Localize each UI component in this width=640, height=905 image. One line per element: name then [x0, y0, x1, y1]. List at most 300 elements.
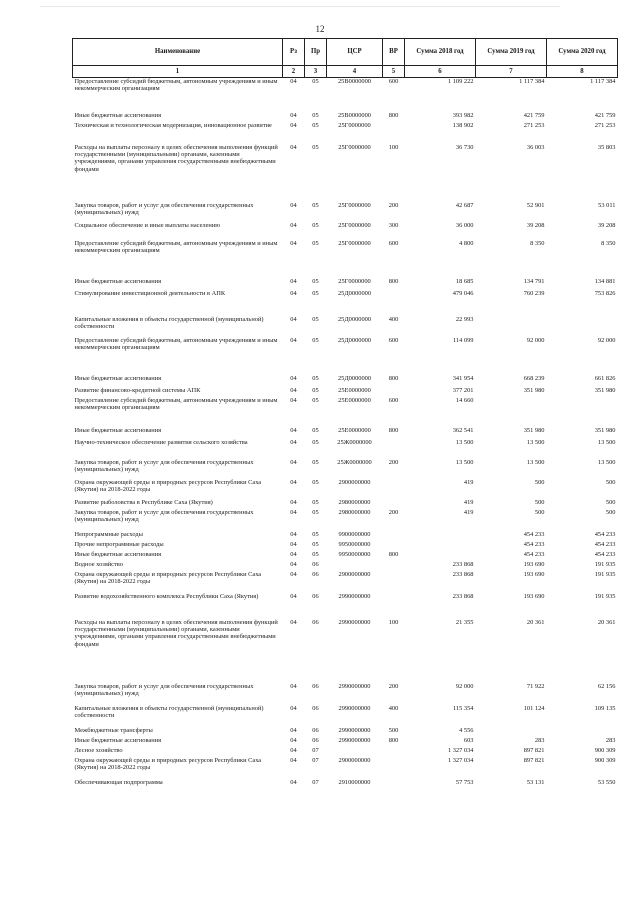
row-sum-2018-cell	[405, 541, 476, 551]
row-name-cell: Социальное обеспечение и иные выплаты населению	[74, 221, 221, 229]
row-rz-cell: 04	[290, 121, 297, 129]
row-sum-2020-cell: 500	[605, 498, 616, 506]
row-name-cell: Развитие водохозяйственного комплекса Республики Саха (Якутия)	[74, 592, 259, 600]
row-sum-2018-cell: 233 868	[452, 592, 474, 600]
row-rz-cell: 04	[290, 111, 297, 119]
row-sum-2018-cell: 419	[463, 478, 474, 486]
row-sum-2019-cell: 500	[534, 478, 545, 486]
row-rz-cell: 04	[290, 592, 297, 600]
table-row	[73, 593, 618, 619]
row-csr-cell: 2990000000	[338, 736, 371, 744]
row-sum-2019-cell: 271 253	[523, 121, 545, 129]
header-sum-2018: Сумма 2018 год	[405, 39, 476, 66]
row-sum-2019-cell: 52 901	[526, 201, 545, 209]
row-vr-cell	[383, 561, 405, 571]
row-pr-cell: 06	[312, 570, 319, 578]
row-name-cell: Иные бюджетные ассигнования	[74, 426, 162, 434]
row-sum-2018-cell: 377 201	[452, 386, 474, 394]
row-pr-cell: 05	[312, 438, 319, 446]
row-vr-cell	[383, 541, 405, 551]
row-sum-2018-cell	[405, 531, 476, 541]
row-pr-cell: 05	[312, 550, 319, 558]
row-sum-2020-cell: 92 000	[597, 336, 616, 344]
row-pr-cell: 07	[312, 778, 319, 786]
row-sum-2019-cell: 53 131	[526, 778, 545, 786]
row-sum-2018-cell: 233 868	[452, 570, 474, 578]
row-sum-2018-cell: 1 327 034	[447, 756, 474, 764]
row-rz-cell: 04	[290, 560, 297, 568]
row-pr-cell: 05	[312, 508, 319, 516]
row-sum-2019-cell: 500	[534, 508, 545, 516]
row-vr-cell	[383, 747, 405, 757]
row-vr-cell: 200	[388, 508, 399, 516]
row-sum-2020-cell: 351 980	[594, 386, 616, 394]
row-sum-2020-cell: 454 233	[594, 550, 616, 558]
row-vr-cell	[383, 593, 405, 619]
row-name-cell: Иные бюджетные ассигнования	[74, 550, 162, 558]
row-sum-2018-cell: 13 500	[455, 458, 474, 466]
row-pr-cell: 06	[312, 560, 319, 568]
row-sum-2020-cell: 20 361	[597, 618, 616, 626]
row-csr-cell: 9950000000	[338, 550, 371, 558]
row-pr-cell: 05	[312, 396, 319, 404]
row-rz-cell: 04	[290, 682, 297, 690]
row-rz-cell: 04	[290, 426, 297, 434]
row-sum-2020-cell	[547, 316, 618, 337]
row-sum-2020-cell: 900 309	[594, 746, 616, 754]
table-row	[73, 375, 618, 387]
row-vr-cell: 400	[388, 315, 399, 323]
header-sum-2019: Сумма 2019 год	[476, 39, 547, 66]
row-sum-2018-cell: 21 355	[455, 618, 474, 626]
row-vr-cell	[383, 499, 405, 509]
row-rz-cell: 04	[290, 277, 297, 285]
row-csr-cell	[327, 747, 383, 757]
header-name: Наименование	[73, 39, 283, 66]
row-sum-2019-cell: 71 922	[526, 682, 545, 690]
row-name-cell: Иные бюджетные ассигнования	[74, 374, 162, 382]
row-rz-cell: 04	[290, 726, 297, 734]
header-vr: ВР	[383, 39, 405, 66]
row-sum-2020-cell: 271 253	[594, 121, 616, 129]
row-sum-2020-cell: 421 759	[594, 111, 616, 119]
row-sum-2018-cell: 1 327 034	[447, 746, 474, 754]
row-name-cell: Научно-техническое обеспечение развития сельского хозяйства	[74, 438, 248, 446]
column-number-row	[73, 66, 618, 78]
row-sum-2018-cell: 114 099	[452, 336, 474, 344]
row-csr-cell: 25В0000000	[337, 111, 372, 119]
row-csr-cell: 2990000000	[338, 592, 371, 600]
row-vr-cell: 600	[388, 239, 399, 247]
row-name-cell: Охрана окружающей среды и природных ресурсов Республики Саха (Якутия) на 2018-2022 годы	[74, 478, 262, 493]
row-csr-cell: 2990000000	[338, 704, 371, 712]
row-pr-cell: 05	[312, 277, 319, 285]
row-name-cell: Развитие рыболовства в Республике Саха (Якутия)	[74, 498, 213, 506]
row-sum-2019-cell: 897 821	[523, 746, 545, 754]
row-vr-cell	[383, 439, 405, 459]
row-sum-2020-cell: 500	[605, 508, 616, 516]
row-name-cell: Капитальные вложения в объекты государственной (муниципальной) собственности	[74, 704, 264, 719]
row-sum-2018-cell: 419	[463, 498, 474, 506]
row-pr-cell: 05	[312, 336, 319, 344]
row-sum-2018-cell: 36 000	[455, 221, 474, 229]
table-row	[73, 78, 618, 112]
row-sum-2020-cell: 191 935	[594, 560, 616, 568]
row-sum-2019-cell: 897 821	[523, 756, 545, 764]
column-number: 7	[476, 66, 547, 78]
row-name-cell: Охрана окружающей среды и природных ресурсов Республики Саха (Якутия) на 2018-2022 годы	[74, 756, 262, 771]
row-vr-cell: 600	[388, 336, 399, 344]
row-vr-cell: 800	[388, 736, 399, 744]
table-row	[73, 737, 618, 747]
row-sum-2020-cell: 191 935	[594, 592, 616, 600]
row-sum-2018-cell: 115 354	[452, 704, 474, 712]
row-name-cell: Прочие непрограммные расходы	[74, 540, 164, 548]
row-csr-cell: 2990000000	[338, 682, 371, 690]
row-vr-cell: 800	[388, 374, 399, 382]
row-csr-cell: 25Г0000000	[338, 201, 371, 209]
row-vr-cell: 600	[388, 78, 399, 85]
row-sum-2020-cell: 283	[605, 736, 616, 744]
row-sum-2020-cell: 661 826	[594, 374, 616, 382]
table-row	[73, 278, 618, 290]
row-csr-cell: 2990000000	[338, 618, 371, 626]
row-sum-2018-cell: 479 046	[452, 289, 474, 297]
table-row	[73, 757, 618, 779]
row-pr-cell: 05	[312, 498, 319, 506]
row-name-cell: Закупка товаров, работ и услуг для обеспечения государственных (муниципальных) нужд	[74, 682, 254, 697]
row-vr-cell: 100	[388, 618, 399, 626]
row-sum-2019-cell: 8 350	[530, 239, 545, 247]
row-rz-cell: 04	[290, 374, 297, 382]
row-sum-2018-cell: 603	[463, 736, 474, 744]
scan-artifact-line	[40, 6, 560, 7]
table-row	[73, 112, 618, 122]
row-pr-cell: 05	[312, 478, 319, 486]
row-sum-2019-cell: 39 208	[526, 221, 545, 229]
table-row	[73, 551, 618, 561]
row-rz-cell: 04	[290, 746, 297, 754]
row-name-cell: Иные бюджетные ассигнования	[74, 277, 162, 285]
row-sum-2019-cell: 193 690	[523, 570, 545, 578]
row-sum-2020-cell: 13 500	[597, 438, 616, 446]
row-rz-cell: 04	[290, 704, 297, 712]
row-sum-2018-cell: 42 687	[455, 201, 474, 209]
row-pr-cell: 05	[312, 239, 319, 247]
table-row	[73, 459, 618, 479]
row-name-cell: Расходы на выплаты персоналу в целях обеспечения выполнения функций государственными (муниципальными) органами, казенными учреждениями, органами управления государственными внебюджетными фондами	[74, 143, 278, 173]
column-number: 8	[547, 66, 618, 78]
table-row	[73, 499, 618, 509]
row-name-cell: Закупка товаров, работ и услуг для обеспечения государственных (муниципальных) нужд	[74, 458, 254, 473]
column-number: 1	[73, 66, 283, 78]
row-sum-2018-cell: 419	[463, 508, 474, 516]
row-csr-cell: 2900000000	[338, 570, 371, 578]
table-row	[73, 290, 618, 316]
row-sum-2019-cell: 92 000	[526, 336, 545, 344]
row-csr-cell: 9900000000	[338, 530, 371, 538]
row-sum-2019-cell: 454 233	[523, 530, 545, 538]
row-name-cell: Предоставление субсидий бюджетным, автономным учреждениям и иным некоммерческим организациям	[74, 239, 278, 254]
table-row	[73, 619, 618, 683]
row-sum-2020-cell: 454 233	[594, 540, 616, 548]
row-name-cell: Закупка товаров, работ и услуг для обеспечения государственных (муниципальных) нужд	[74, 201, 254, 216]
row-rz-cell: 04	[290, 530, 297, 538]
row-sum-2019-cell: 13 500	[526, 458, 545, 466]
row-sum-2020-cell: 39 208	[597, 221, 616, 229]
row-pr-cell: 05	[312, 289, 319, 297]
row-pr-cell: 06	[312, 618, 319, 626]
row-sum-2019-cell: 351 980	[523, 386, 545, 394]
row-name-cell: Водное хозяйство	[74, 560, 123, 568]
row-rz-cell: 04	[290, 289, 297, 297]
row-sum-2020-cell: 500	[605, 478, 616, 486]
header-rz: Рз	[283, 39, 305, 66]
row-rz-cell: 04	[290, 540, 297, 548]
row-vr-cell: 200	[388, 682, 399, 690]
row-pr-cell: 05	[312, 221, 319, 229]
table-row	[73, 387, 618, 397]
row-csr-cell: 25Г0000000	[338, 143, 371, 151]
row-rz-cell: 04	[290, 458, 297, 466]
row-vr-cell	[383, 122, 405, 144]
row-sum-2019-cell	[476, 397, 547, 427]
row-vr-cell: 100	[388, 143, 399, 151]
row-name-cell: Развитие финансово-кредитной системы АПК	[74, 386, 201, 394]
row-csr-cell: 25Д0000000	[337, 315, 372, 323]
row-pr-cell: 05	[312, 458, 319, 466]
row-sum-2018-cell: 233 868	[452, 560, 474, 568]
table-row	[73, 747, 618, 757]
row-sum-2019-cell: 193 690	[523, 560, 545, 568]
row-sum-2020-cell: 753 826	[594, 289, 616, 297]
row-rz-cell: 04	[290, 618, 297, 626]
row-sum-2018-cell: 1 109 222	[447, 78, 474, 85]
row-rz-cell: 04	[290, 498, 297, 506]
row-vr-cell	[383, 531, 405, 541]
row-rz-cell: 04	[290, 756, 297, 764]
row-sum-2018-cell: 92 000	[455, 682, 474, 690]
row-vr-cell: 800	[388, 277, 399, 285]
row-sum-2019-cell: 20 361	[526, 618, 545, 626]
column-number: 6	[405, 66, 476, 78]
row-csr-cell: 25Г0000000	[338, 221, 371, 229]
row-vr-cell: 600	[388, 396, 399, 404]
row-name-cell: Стимулирование инвестиционной деятельности в АПК	[74, 289, 226, 297]
row-sum-2018-cell: 4 800	[459, 239, 474, 247]
row-sum-2018-cell: 18 685	[455, 277, 474, 285]
table-row	[73, 531, 618, 541]
row-sum-2019-cell: 351 980	[523, 426, 545, 434]
row-sum-2020-cell: 53 550	[597, 778, 616, 786]
row-csr-cell: 25Ж0000000	[337, 458, 372, 466]
row-sum-2019-cell: 421 759	[523, 111, 545, 119]
row-csr-cell	[327, 561, 383, 571]
row-pr-cell: 07	[312, 756, 319, 764]
row-sum-2019-cell: 668 239	[523, 374, 545, 382]
row-csr-cell: 25В0000000	[337, 78, 372, 85]
table-row	[73, 683, 618, 705]
row-sum-2019-cell: 36 003	[526, 143, 545, 151]
row-pr-cell: 06	[312, 704, 319, 712]
row-sum-2020-cell: 454 233	[594, 530, 616, 538]
row-sum-2019-cell: 13 500	[526, 438, 545, 446]
row-rz-cell: 04	[290, 336, 297, 344]
column-number: 3	[305, 66, 327, 78]
row-sum-2019-cell: 760 239	[523, 289, 545, 297]
row-sum-2018-cell: 362 541	[452, 426, 474, 434]
row-pr-cell: 06	[312, 682, 319, 690]
column-number: 5	[383, 66, 405, 78]
header-pr: Пр	[305, 39, 327, 66]
row-sum-2018-cell: 57 753	[455, 778, 474, 786]
row-vr-cell: 200	[388, 458, 399, 466]
row-sum-2020-cell	[547, 727, 618, 737]
row-rz-cell: 04	[290, 508, 297, 516]
row-csr-cell: 2900000000	[338, 478, 371, 486]
row-sum-2020-cell: 13 500	[597, 458, 616, 466]
table-row	[73, 202, 618, 222]
row-pr-cell: 05	[312, 530, 319, 538]
row-rz-cell: 04	[290, 736, 297, 744]
row-pr-cell: 06	[312, 592, 319, 600]
row-pr-cell: 07	[312, 746, 319, 754]
table-row	[73, 337, 618, 375]
table-row	[73, 571, 618, 593]
header-csr: ЦСР	[327, 39, 383, 66]
row-sum-2019-cell: 134 791	[523, 277, 545, 285]
row-pr-cell: 05	[312, 201, 319, 209]
row-sum-2018-cell	[405, 551, 476, 561]
row-csr-cell: 2980000000	[338, 498, 371, 506]
row-vr-cell: 400	[388, 704, 399, 712]
row-pr-cell: 05	[312, 121, 319, 129]
row-csr-cell: 25Д0000000	[337, 289, 372, 297]
row-vr-cell: 200	[388, 201, 399, 209]
row-sum-2020-cell: 351 980	[594, 426, 616, 434]
table-row	[73, 397, 618, 427]
row-sum-2019-cell	[476, 727, 547, 737]
row-pr-cell: 05	[312, 386, 319, 394]
row-vr-cell	[383, 779, 405, 789]
row-sum-2018-cell: 36 730	[455, 143, 474, 151]
row-sum-2020-cell: 53 011	[598, 201, 616, 209]
row-csr-cell: 2980000000	[338, 508, 371, 516]
table-row	[73, 541, 618, 551]
row-name-cell: Техническая и технологическая модернизация, инновационное развитие	[74, 121, 272, 129]
table-row	[73, 509, 618, 531]
row-sum-2019-cell: 283	[534, 736, 545, 744]
row-pr-cell: 05	[312, 78, 319, 85]
row-vr-cell: 300	[388, 221, 399, 229]
row-name-cell: Обеспечивающая подпрограмма	[74, 778, 163, 786]
header-sum-2020: Сумма 2020 год	[547, 39, 618, 66]
row-sum-2020-cell: 134 881	[594, 277, 616, 285]
row-sum-2020-cell: 8 350	[601, 239, 616, 247]
table-row	[73, 122, 618, 144]
row-name-cell: Предоставление субсидий бюджетным, автономным учреждениям и иным некоммерческим организациям	[74, 396, 278, 411]
row-csr-cell: 2910000000	[338, 778, 371, 786]
row-csr-cell: 25Г0000000	[338, 239, 371, 247]
row-sum-2018-cell: 4 556	[459, 726, 474, 734]
page-number: 12	[315, 24, 325, 34]
table-row	[73, 439, 618, 459]
row-name-cell: Иные бюджетные ассигнования	[74, 111, 162, 119]
table-row	[73, 727, 618, 737]
row-sum-2018-cell: 13 500	[455, 438, 474, 446]
table-row	[73, 144, 618, 202]
column-number: 4	[327, 66, 383, 78]
row-sum-2018-cell: 341 954	[452, 374, 474, 382]
row-pr-cell: 06	[312, 726, 319, 734]
row-sum-2018-cell: 22 993	[455, 315, 474, 323]
row-pr-cell: 05	[312, 111, 319, 119]
row-rz-cell: 04	[290, 239, 297, 247]
column-number: 2	[283, 66, 305, 78]
row-sum-2019-cell: 500	[534, 498, 545, 506]
row-vr-cell	[383, 479, 405, 499]
table-row	[73, 316, 618, 337]
row-rz-cell: 04	[290, 386, 297, 394]
row-vr-cell	[383, 757, 405, 779]
table-row	[73, 240, 618, 278]
row-vr-cell: 800	[388, 550, 399, 558]
row-name-cell: Капитальные вложения в объекты государственной (муниципальной) собственности	[74, 315, 264, 330]
row-pr-cell: 05	[312, 426, 319, 434]
row-pr-cell: 05	[312, 143, 319, 151]
row-sum-2019-cell: 454 233	[523, 550, 545, 558]
row-sum-2019-cell	[476, 316, 547, 337]
row-vr-cell: 800	[388, 426, 399, 434]
row-sum-2020-cell: 109 135	[594, 704, 616, 712]
budget-table	[72, 38, 618, 789]
row-vr-cell	[383, 387, 405, 397]
row-sum-2020-cell: 35 803	[597, 143, 616, 151]
row-sum-2020-cell	[547, 397, 618, 427]
row-csr-cell: 25Е0000000	[338, 386, 371, 394]
row-sum-2018-cell: 14 660	[455, 396, 474, 404]
row-rz-cell: 04	[290, 201, 297, 209]
row-rz-cell: 04	[290, 570, 297, 578]
row-rz-cell: 04	[290, 550, 297, 558]
row-rz-cell: 04	[290, 315, 297, 323]
table-row	[73, 479, 618, 499]
table-header-row	[73, 39, 618, 66]
row-csr-cell: 25Г0000000	[338, 121, 371, 129]
row-csr-cell: 2900000000	[338, 756, 371, 764]
row-name-cell: Предоставление субсидий бюджетным, автономным учреждениям и иным некоммерческим организациям	[74, 78, 278, 93]
row-vr-cell	[383, 571, 405, 593]
table-row	[73, 705, 618, 727]
row-pr-cell: 05	[312, 540, 319, 548]
row-csr-cell: 25Е0000000	[338, 426, 371, 434]
row-rz-cell: 04	[290, 143, 297, 151]
row-sum-2019-cell: 101 124	[523, 704, 545, 712]
row-vr-cell	[383, 290, 405, 316]
row-name-cell: Расходы на выплаты персоналу в целях обеспечения выполнения функций государственными (муниципальными) органами, казенными учреждениями, органами управления государственными внебюджетными фондами	[74, 618, 278, 648]
row-name-cell: Лесное хозяйство	[74, 746, 123, 754]
row-rz-cell: 04	[290, 438, 297, 446]
row-csr-cell: 25Д0000000	[337, 374, 372, 382]
row-name-cell: Предоставление субсидий бюджетным, автономным учреждениям и иным некоммерческим организациям	[74, 336, 278, 351]
row-rz-cell: 04	[290, 78, 297, 85]
row-rz-cell: 04	[290, 396, 297, 404]
row-csr-cell: 9950000000	[338, 540, 371, 548]
row-csr-cell: 25Ж0000000	[337, 438, 372, 446]
row-name-cell: Межбюджетные трансферты	[74, 726, 153, 734]
row-csr-cell: 25Д0000000	[337, 336, 372, 344]
table-body	[73, 78, 618, 789]
